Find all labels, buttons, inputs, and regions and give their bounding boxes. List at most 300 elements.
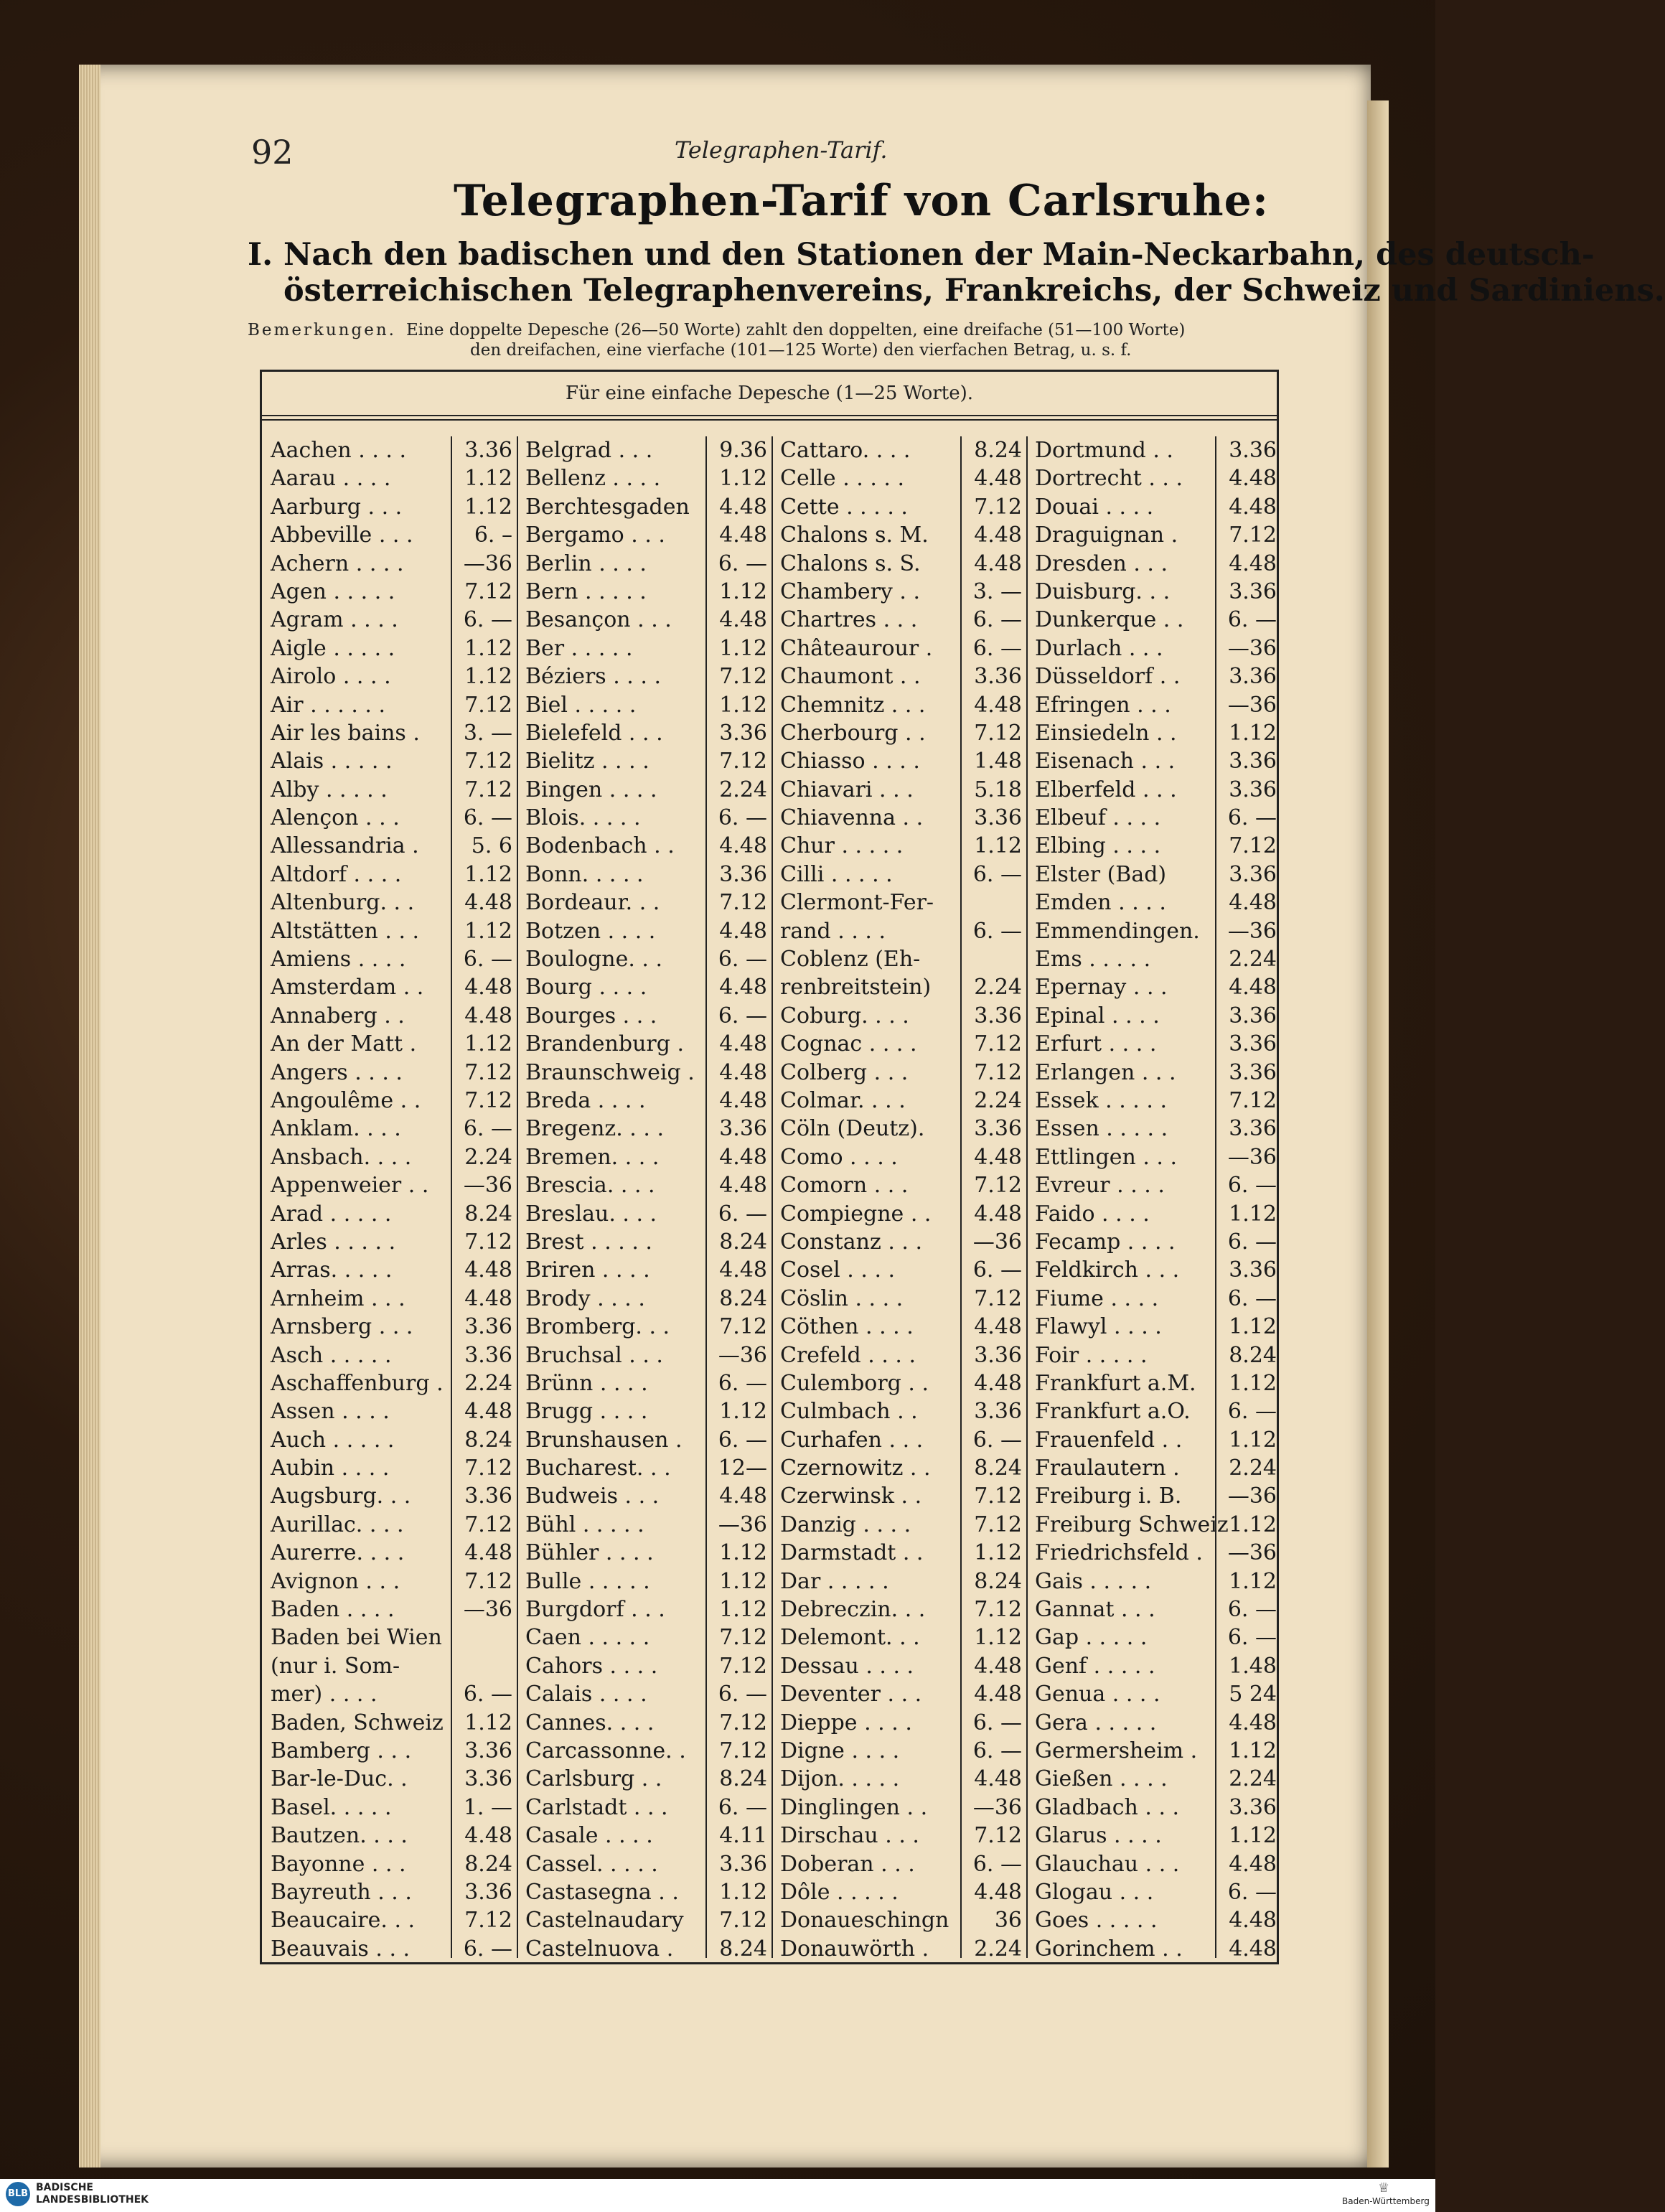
table-row <box>262 1709 517 1737</box>
station-price: 4.48 <box>1229 1936 1277 1962</box>
station-price: 4.48 <box>719 918 767 944</box>
station-name: Bühl . . . . . <box>525 1512 644 1537</box>
station-price: 3.36 <box>719 720 767 746</box>
table-row <box>262 889 517 917</box>
page-edges <box>79 65 100 2168</box>
table-row <box>771 1059 1026 1087</box>
station-name: Doberan . . . <box>780 1851 915 1877</box>
table-row <box>262 1850 517 1878</box>
station-price: 7.12 <box>719 749 767 774</box>
station-price: 8.24 <box>974 1456 1022 1481</box>
station-name: Brescia. . . . <box>525 1173 655 1199</box>
station-price: 3.36 <box>1229 1257 1277 1283</box>
station-name: Brünn . . . . <box>525 1370 648 1396</box>
table-row <box>1026 1567 1281 1595</box>
station-price: 7.12 <box>464 1059 512 1085</box>
station-name: Emmendingen. <box>1035 918 1200 944</box>
table-row <box>517 1171 771 1199</box>
station-name: Baden bei Wien <box>271 1625 442 1651</box>
station-name: Bingen . . . . <box>525 777 657 802</box>
station-price: —36 <box>1227 635 1277 661</box>
station-price: 6. — <box>463 947 512 973</box>
station-name: Gladbach . . . <box>1035 1794 1180 1820</box>
station-price: 1.12 <box>719 1540 767 1566</box>
station-price: 5. 6 <box>471 833 512 859</box>
table-row <box>517 436 771 464</box>
station-price: 6. — <box>1227 1879 1277 1905</box>
page-title: Telegraphen-Tarif von Carlsruhe: <box>454 176 1269 226</box>
library-name <box>36 2182 149 2206</box>
station-price: 7.12 <box>719 1653 767 1679</box>
station-price: 1.12 <box>464 466 512 492</box>
station-price: 7.12 <box>974 1597 1022 1623</box>
station-name: Appenweier . . <box>271 1173 429 1199</box>
station-name: Eisenach . . . <box>1035 749 1176 774</box>
station-name: Aarburg . . . <box>271 494 403 520</box>
table-row <box>771 1285 1026 1313</box>
station-name: (nur i. Som- <box>271 1653 400 1679</box>
station-price: 1.48 <box>1229 1653 1277 1679</box>
table-row <box>262 1115 517 1143</box>
station-price: 1.12 <box>1229 1823 1277 1849</box>
table-row <box>517 945 771 973</box>
station-price: 3.36 <box>1229 664 1277 690</box>
table-row <box>262 1454 517 1482</box>
station-name: Briren . . . . <box>525 1257 650 1283</box>
station-price: 7.12 <box>464 749 512 774</box>
table-row <box>517 550 771 578</box>
station-name: Evreur . . . . <box>1035 1173 1165 1199</box>
table-row <box>1026 776 1281 804</box>
station-name: Bucharest. . . <box>525 1456 671 1481</box>
table-row <box>771 945 1026 973</box>
station-name: Chalons s. M. <box>780 522 929 548</box>
remark-label: Bemerkungen. <box>248 321 396 339</box>
table-row <box>262 719 517 747</box>
table-row <box>1026 1906 1281 1934</box>
station-price: 4.11 <box>719 1823 767 1849</box>
table-row <box>262 1369 517 1397</box>
station-name: Aarau . . . . <box>271 466 391 492</box>
station-price: 7.12 <box>974 1031 1022 1057</box>
station-name: Epinal . . . . <box>1035 1003 1160 1028</box>
station-price: 7.12 <box>719 1710 767 1735</box>
table-row <box>517 1200 771 1228</box>
table-row <box>517 634 771 662</box>
table-row <box>517 719 771 747</box>
station-price: 4.48 <box>719 1031 767 1057</box>
table-column-3 <box>771 436 1026 1963</box>
station-name: Arad . . . . . <box>271 1201 392 1227</box>
table-row <box>517 1115 771 1143</box>
station-name: Bayonne . . . <box>271 1851 406 1877</box>
table-row <box>771 719 1026 747</box>
station-name: Carlsburg . . <box>525 1766 662 1792</box>
station-price: 7.12 <box>1229 1087 1277 1113</box>
table-row <box>1026 1680 1281 1708</box>
tariff-table <box>260 370 1279 1964</box>
table-row <box>1026 1511 1281 1539</box>
table-row <box>1026 1171 1281 1199</box>
table-row <box>1026 1059 1281 1087</box>
station-name: Erfurt . . . . <box>1035 1031 1157 1057</box>
station-name: Glarus . . . . <box>1035 1823 1162 1849</box>
station-price: 4.48 <box>974 466 1022 492</box>
table-row <box>262 1002 517 1030</box>
station-price: 7.12 <box>719 1738 767 1763</box>
station-price: 4.48 <box>464 1540 512 1566</box>
station-price: 9.36 <box>719 438 767 463</box>
table-row <box>1026 1030 1281 1058</box>
station-price: 12— <box>718 1456 767 1481</box>
station-name: Essen . . . . . <box>1035 1116 1168 1142</box>
station-name: Ems . . . . . <box>1035 947 1151 973</box>
table-row <box>262 436 517 464</box>
station-name: Bruchsal . . . <box>525 1342 663 1368</box>
station-price: 4.48 <box>464 1399 512 1425</box>
station-price: 1.12 <box>719 635 767 661</box>
table-row <box>1026 1623 1281 1651</box>
station-name: Anklam. . . . <box>271 1116 401 1142</box>
station-name: Chaumont . . <box>780 664 921 690</box>
table-row <box>771 1256 1026 1284</box>
station-price: 8.24 <box>719 1229 767 1255</box>
station-name: Emden . . . . <box>1035 890 1166 916</box>
station-price: 3.36 <box>719 1851 767 1877</box>
table-row <box>262 691 517 719</box>
station-name: Avignon . . . <box>271 1568 400 1594</box>
station-price: 7.12 <box>464 1087 512 1113</box>
station-name: Elster (Bad) <box>1035 861 1167 887</box>
station-name: Dar . . . . . <box>780 1568 889 1594</box>
station-price: 4.48 <box>1229 1851 1277 1877</box>
station-name: Bonn. . . . . <box>525 861 644 887</box>
table-row <box>262 1511 517 1539</box>
station-price: 4.48 <box>464 890 512 916</box>
station-name: Botzen . . . . <box>525 918 656 944</box>
station-name: Cette . . . . . <box>780 494 908 520</box>
table-row <box>262 1935 517 1963</box>
table-row <box>771 1482 1026 1510</box>
station-price: 6. — <box>972 607 1022 633</box>
station-name: Aachen . . . . <box>271 438 407 463</box>
table-row <box>1026 1256 1281 1284</box>
station-name: Berchtesgaden <box>525 494 690 520</box>
station-price: 3.36 <box>1229 1003 1277 1028</box>
table-row <box>262 945 517 973</box>
station-name: Czerwinsk . . <box>780 1484 922 1509</box>
station-price: 7.12 <box>464 1568 512 1594</box>
table-row <box>262 493 517 521</box>
table-row <box>517 861 771 889</box>
station-price: 7.12 <box>974 1285 1022 1311</box>
station-name: Agen . . . . . <box>271 578 395 604</box>
station-name: Brody . . . . <box>525 1285 645 1311</box>
table-row <box>771 889 1026 917</box>
table-row <box>1026 804 1281 832</box>
station-price: 8.24 <box>464 1851 512 1877</box>
station-name: Ettlingen . . . <box>1035 1144 1178 1170</box>
station-price: 6. — <box>1227 1399 1277 1425</box>
station-price: 4.48 <box>1229 1908 1277 1934</box>
station-name: Alby . . . . . <box>271 777 388 802</box>
table-row <box>771 634 1026 662</box>
table-row <box>262 1171 517 1199</box>
station-price: 4.48 <box>1229 975 1277 1000</box>
station-price: 1.12 <box>719 692 767 718</box>
station-price: 6. — <box>972 1257 1022 1283</box>
station-price: 4.48 <box>974 1879 1022 1905</box>
table-row <box>1026 1539 1281 1567</box>
table-row <box>1026 1285 1281 1313</box>
station-price: 4.48 <box>1229 890 1277 916</box>
station-name: Einsiedeln . . <box>1035 720 1177 746</box>
station-price: 6. — <box>972 1851 1022 1877</box>
table-row <box>771 1200 1026 1228</box>
station-price: —36 <box>1227 1484 1277 1509</box>
station-name: Gießen . . . . <box>1035 1766 1168 1792</box>
table-row <box>517 804 771 832</box>
table-row <box>1026 1397 1281 1425</box>
table-row <box>1026 1200 1281 1228</box>
table-row <box>262 1567 517 1595</box>
station-name: Elbeuf . . . . <box>1035 805 1161 831</box>
table-row <box>771 917 1026 945</box>
table-row <box>262 578 517 606</box>
station-name: Darmstadt . . <box>780 1540 924 1566</box>
station-price: 7.12 <box>719 890 767 916</box>
table-row <box>771 1567 1026 1595</box>
table-row <box>771 1087 1026 1115</box>
station-name: Castelnuova . <box>525 1936 674 1962</box>
price-separator-line <box>451 436 452 1958</box>
station-price: 4.48 <box>974 1201 1022 1227</box>
table-row <box>771 1454 1026 1482</box>
station-price: 6. — <box>718 1003 767 1028</box>
station-name: Bar-le-Duc. . <box>271 1766 408 1792</box>
station-name: renbreitstein) <box>780 975 932 1000</box>
table-row <box>262 1087 517 1115</box>
station-name: Frauenfeld . . <box>1035 1427 1183 1453</box>
station-name: Dunkerque . . <box>1035 607 1184 633</box>
table-row <box>771 1794 1026 1822</box>
table-row <box>517 1285 771 1313</box>
table-row <box>771 1822 1026 1850</box>
station-name: Breslau. . . . <box>525 1201 657 1227</box>
station-name: Elbing . . . . <box>1035 833 1161 859</box>
table-row <box>771 1313 1026 1341</box>
station-name: rand . . . . <box>780 918 886 944</box>
table-row <box>1026 1935 1281 1963</box>
table-row <box>517 606 771 634</box>
table-row <box>262 1906 517 1934</box>
station-name: Baden, Schweiz <box>271 1710 444 1735</box>
station-price: 3.36 <box>1229 1031 1277 1057</box>
table-row <box>262 1397 517 1425</box>
table-row <box>517 1454 771 1482</box>
station-name: Delemont. . . <box>780 1625 920 1651</box>
station-name: Cannes. . . . <box>525 1710 655 1735</box>
table-row <box>517 1397 771 1425</box>
station-name: Compiegne . . <box>780 1201 932 1227</box>
station-price: 6. — <box>1227 1229 1277 1255</box>
station-name: Castelnaudary <box>525 1908 684 1934</box>
table-row <box>771 1397 1026 1425</box>
table-row <box>262 1030 517 1058</box>
table-row <box>517 1567 771 1595</box>
table-row <box>262 1285 517 1313</box>
station-price: 4.48 <box>1229 494 1277 520</box>
station-price: 1.12 <box>464 494 512 520</box>
station-name: Bourg . . . . <box>525 975 647 1000</box>
table-row <box>771 1511 1026 1539</box>
station-name: Annaberg . . <box>271 1003 405 1028</box>
station-price: 7.12 <box>974 1512 1022 1537</box>
station-name: Gannat . . . <box>1035 1597 1155 1623</box>
station-price: 8.24 <box>719 1766 767 1792</box>
station-price: 3.36 <box>974 664 1022 690</box>
right-page-edge <box>1367 100 1389 2168</box>
station-price: 7.12 <box>974 494 1022 520</box>
station-name: Beaucaire. . . <box>271 1908 416 1934</box>
station-price: 4.48 <box>719 833 767 859</box>
table-row <box>771 1935 1026 1963</box>
station-price: 1.12 <box>719 1597 767 1623</box>
station-name: Dirschau . . . <box>780 1823 919 1849</box>
station-price: —36 <box>463 1597 512 1623</box>
station-price: 4.48 <box>974 1766 1022 1792</box>
table-row <box>1026 662 1281 690</box>
station-price: 1.12 <box>719 1568 767 1594</box>
station-price: 3.36 <box>464 1879 512 1905</box>
table-row <box>517 747 771 775</box>
station-name: Bourges . . . <box>525 1003 657 1028</box>
station-price: 4.48 <box>719 1484 767 1509</box>
station-name: Basel. . . . . <box>271 1794 392 1820</box>
station-price: 2.24 <box>719 777 767 802</box>
table-row <box>1026 1313 1281 1341</box>
station-name: Braunschweig . <box>525 1059 695 1085</box>
station-name: Crefeld . . . . <box>780 1342 916 1368</box>
station-price: 4.48 <box>974 1370 1022 1396</box>
station-name: Cöthen . . . . <box>780 1314 914 1340</box>
station-name: Durlach . . . <box>1035 635 1163 661</box>
table-row <box>771 1623 1026 1651</box>
station-name: Fiume . . . . <box>1035 1285 1159 1311</box>
table-row <box>262 776 517 804</box>
table-row <box>771 1737 1026 1765</box>
station-price: 2.24 <box>464 1144 512 1170</box>
station-price: 6. — <box>718 1201 767 1227</box>
station-price: 7.12 <box>1229 833 1277 859</box>
table-row <box>1026 1709 1281 1737</box>
table-row <box>517 1228 771 1256</box>
table-row <box>517 1256 771 1284</box>
station-price: 8.24 <box>464 1201 512 1227</box>
station-name: Culmbach . . <box>780 1399 918 1425</box>
station-name: Bern . . . . . <box>525 578 647 604</box>
station-name: Châteaurour . <box>780 635 933 661</box>
table-row <box>517 1341 771 1369</box>
station-price: 5.18 <box>974 777 1022 802</box>
station-name: Erlangen . . . <box>1035 1059 1176 1085</box>
station-name: Elberfeld . . . <box>1035 777 1177 802</box>
table-row <box>1026 1652 1281 1680</box>
station-price: 4.48 <box>1229 1710 1277 1735</box>
station-name: Beauvais . . . <box>271 1936 411 1962</box>
station-price: —36 <box>718 1342 767 1368</box>
table-column-1 <box>262 436 517 1963</box>
table-row <box>771 436 1026 464</box>
station-name: Bamberg . . . <box>271 1738 412 1763</box>
station-price: 4.48 <box>464 1257 512 1283</box>
table-row <box>771 1652 1026 1680</box>
table-row <box>771 1709 1026 1737</box>
station-name: Amiens . . . . <box>271 947 406 973</box>
table-row <box>517 521 771 549</box>
station-price: 4.48 <box>464 1003 512 1028</box>
station-price: 3.36 <box>464 1342 512 1368</box>
station-price: 7.12 <box>1229 522 1277 548</box>
table-row <box>262 1143 517 1171</box>
station-name: Czernowitz . . <box>780 1456 931 1481</box>
station-name: Auch . . . . . <box>271 1427 395 1453</box>
table-row <box>771 1002 1026 1030</box>
station-price: 3.36 <box>1229 1116 1277 1142</box>
station-price: 1.12 <box>1229 1738 1277 1763</box>
station-price: —36 <box>1227 692 1277 718</box>
station-name: Arnsberg . . . <box>271 1314 413 1340</box>
station-price: 2.24 <box>974 1087 1022 1113</box>
station-price: 6. — <box>718 1427 767 1453</box>
table-row <box>262 464 517 492</box>
table-row <box>1026 832 1281 860</box>
table-row <box>517 832 771 860</box>
table-row <box>1026 1765 1281 1793</box>
table-row <box>771 1765 1026 1793</box>
station-name: Danzig . . . . <box>780 1512 911 1537</box>
station-name: Culemborg . . <box>780 1370 929 1396</box>
station-name: Faido . . . . <box>1035 1201 1150 1227</box>
station-price: 6. — <box>463 1936 512 1962</box>
station-price: 6. — <box>463 607 512 633</box>
station-price: 4.48 <box>719 1144 767 1170</box>
table-row <box>771 1850 1026 1878</box>
table-row <box>771 550 1026 578</box>
station-price: 1.12 <box>1229 1201 1277 1227</box>
table-row <box>517 1059 771 1087</box>
station-price: 8.24 <box>719 1285 767 1311</box>
station-name: Brugg . . . . <box>525 1399 648 1425</box>
table-row <box>262 521 517 549</box>
table-row <box>517 1087 771 1115</box>
station-price: 6. — <box>1227 1285 1277 1311</box>
station-price: 7.12 <box>719 1625 767 1651</box>
table-row <box>517 1369 771 1397</box>
table-row <box>771 1030 1026 1058</box>
station-price: 8.24 <box>719 1936 767 1962</box>
station-price: 3.36 <box>974 1399 1022 1425</box>
station-price: 6. — <box>1227 805 1277 831</box>
table-row <box>1026 436 1281 464</box>
station-name: Dresden . . . <box>1035 550 1168 576</box>
table-row <box>517 1822 771 1850</box>
table-row <box>517 1680 771 1708</box>
station-name: Breda . . . . <box>525 1087 646 1113</box>
station-name: Brandenburg . <box>525 1031 685 1057</box>
table-row <box>1026 1482 1281 1510</box>
table-row <box>1026 719 1281 747</box>
